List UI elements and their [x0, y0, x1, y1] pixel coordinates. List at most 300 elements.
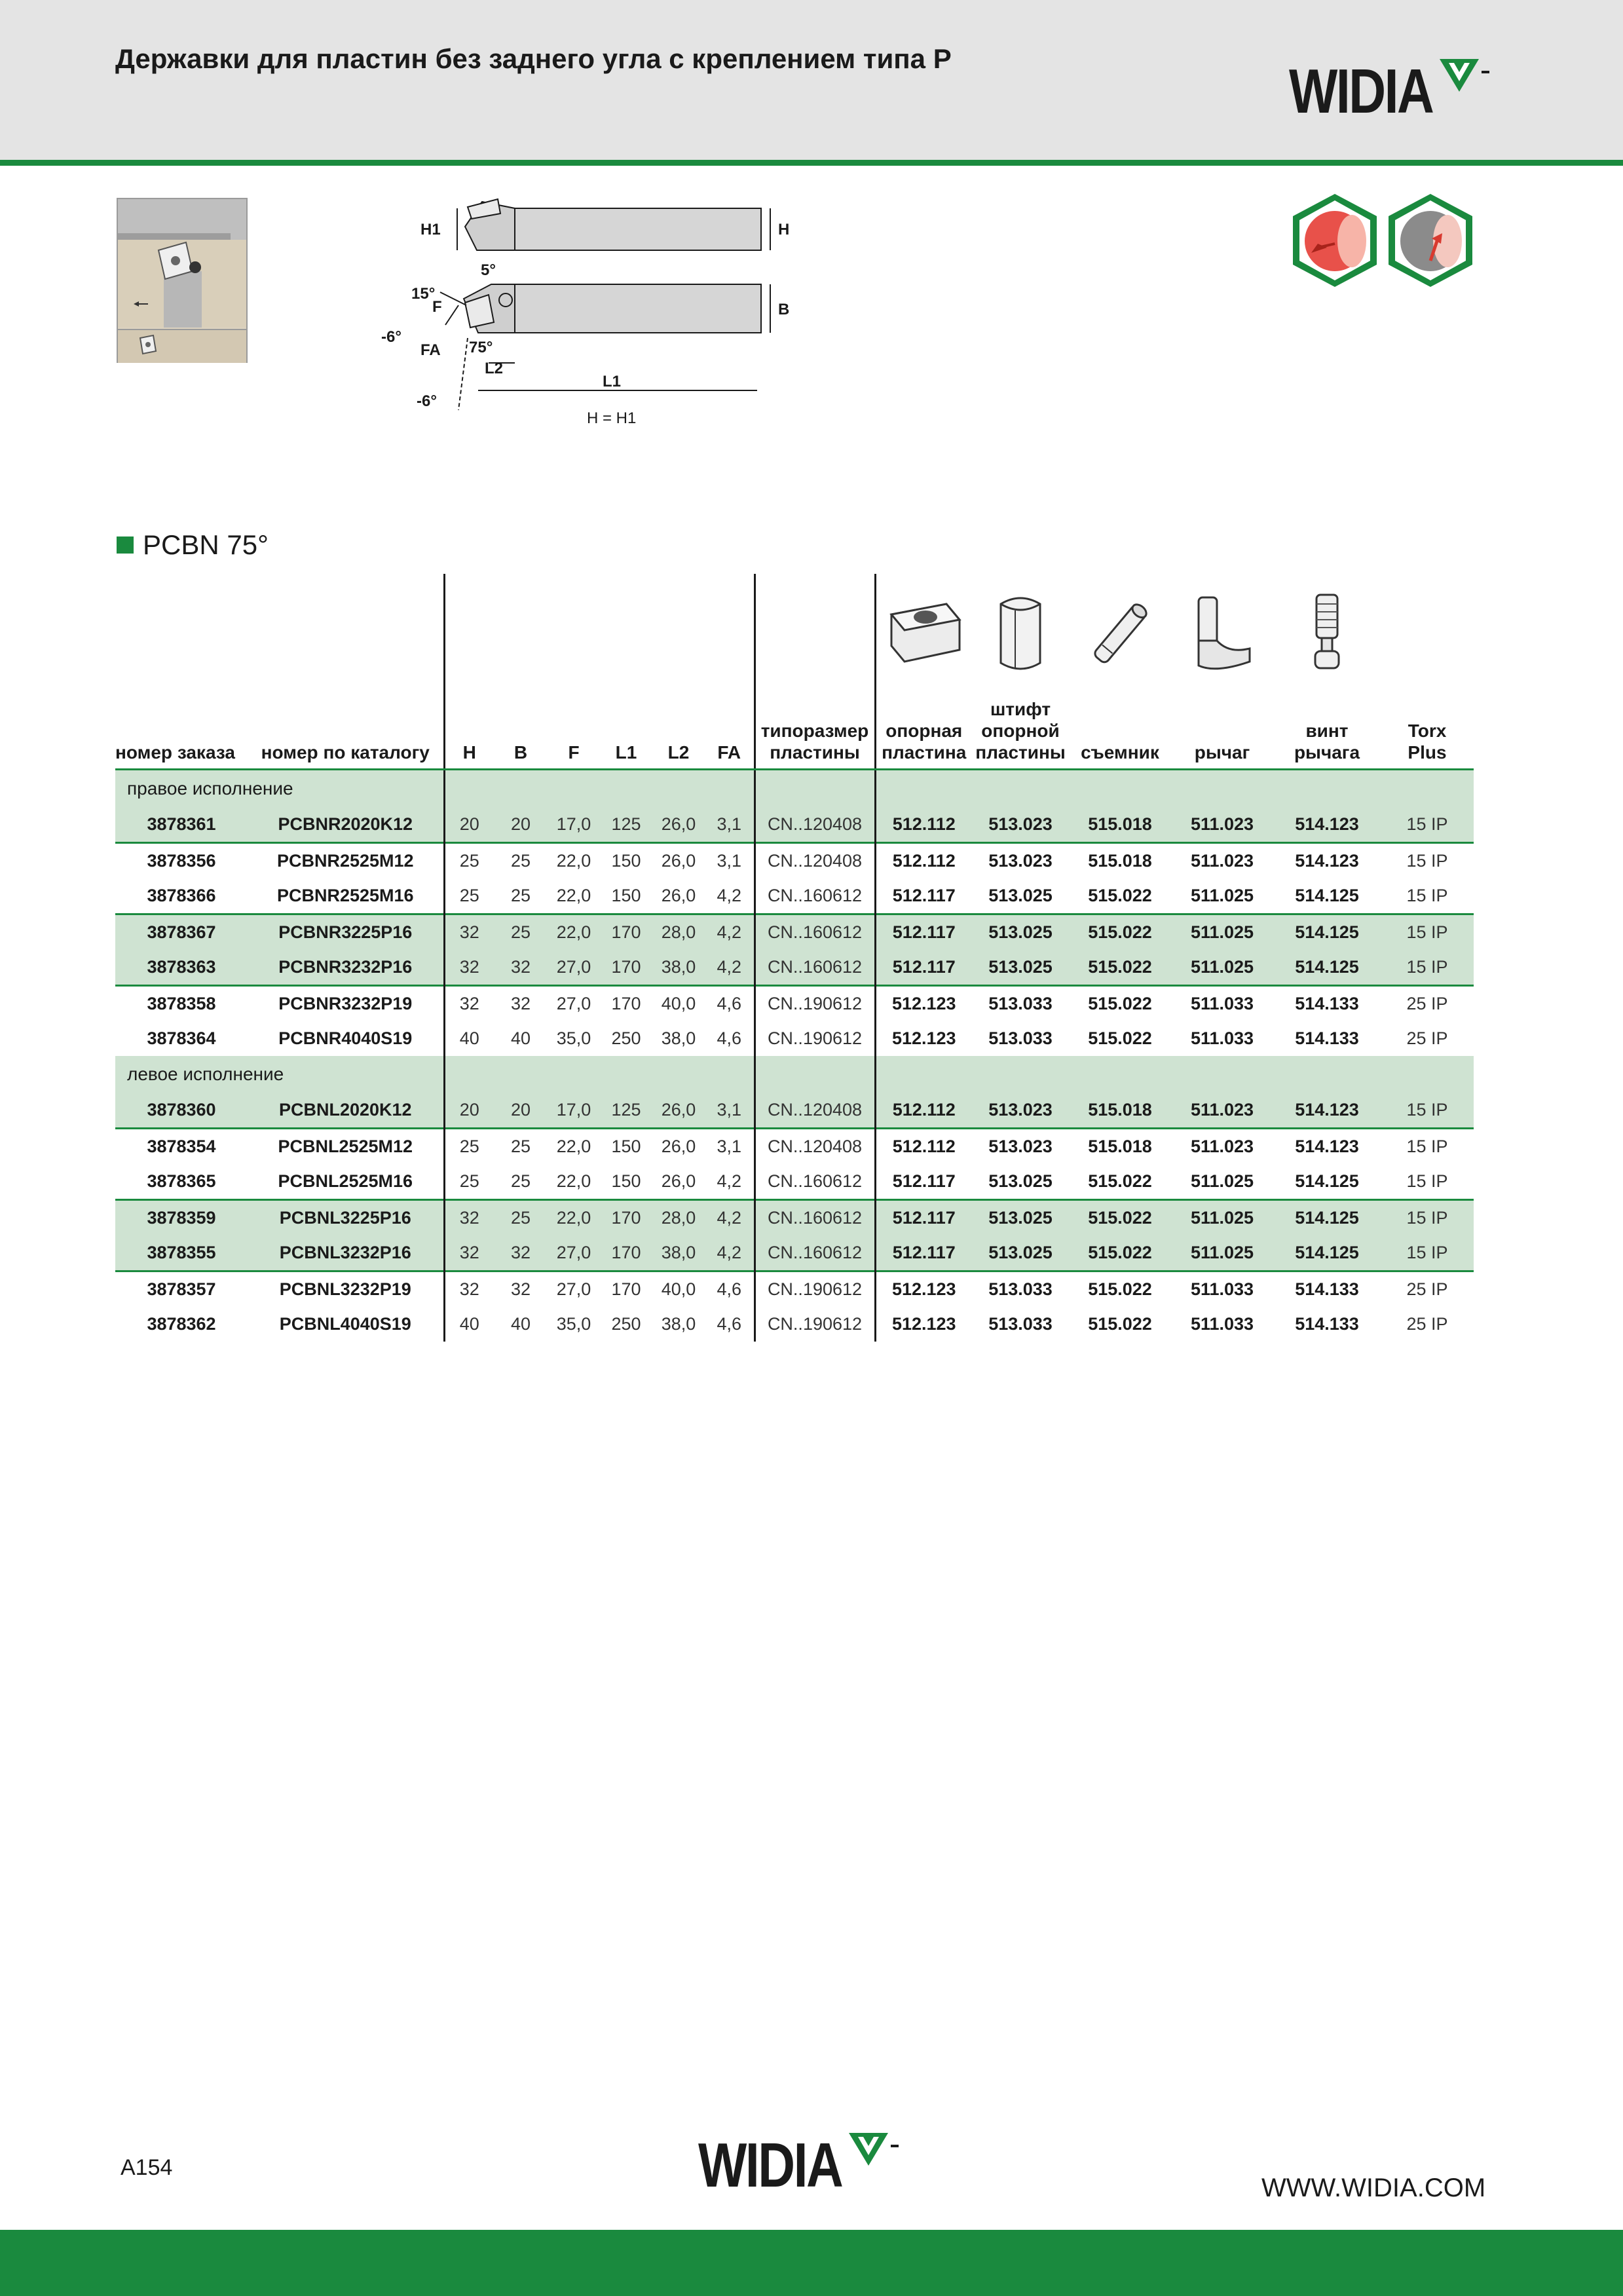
table-cell: 3,1 [705, 807, 755, 843]
table-cell: 511.033 [1190, 1314, 1254, 1334]
group-label-spacer [875, 770, 972, 808]
col-b: B [494, 698, 548, 770]
table-cell: 515.018 [1069, 1093, 1171, 1129]
col-insert-size-line1: типоразмер [760, 721, 869, 741]
col-fa: FA [705, 698, 755, 770]
photo-tool-view [118, 199, 246, 328]
table-row [115, 1021, 1474, 1056]
table-row [115, 1093, 1474, 1129]
table-cell: 4,6 [705, 1271, 755, 1308]
table-cell: 512.123 [875, 986, 972, 1022]
table-cell: 20 [494, 807, 548, 843]
table-cell: 26,0 [652, 1129, 705, 1165]
table-cell: 3878357 [115, 1271, 248, 1308]
table-cell: 515.022 [1069, 986, 1171, 1022]
table-cell: PCBNR2525M16 [276, 886, 414, 905]
table-cell: 514.123 [1273, 807, 1381, 843]
table-cell: CN..160612 [755, 878, 875, 914]
table-cell: 512.112 [875, 1129, 972, 1165]
table-cell: 170 [600, 914, 652, 950]
table-cell: PCBNR3232P16 [248, 950, 444, 986]
col-lever-screw: винт рычага [1273, 698, 1381, 770]
group-label-row [115, 1056, 1474, 1093]
col-catalog-number: номер по каталогу [248, 698, 444, 770]
col-h: H [444, 698, 494, 770]
table-cell: 25 [444, 1164, 494, 1200]
table-cell: 513.033 [988, 1028, 1053, 1048]
table-cell: 26,0 [652, 843, 705, 879]
table-cell: PCBNR4040S19 [278, 1028, 413, 1048]
table-cell: 40,0 [652, 986, 705, 1022]
table-cell: 32 [494, 950, 548, 986]
table-cell: PCBNR2020K12 [248, 807, 444, 843]
table-cell: PCBNR2525M12 [248, 843, 444, 879]
table-cell: 25 [494, 843, 548, 879]
table-cell: 514.123 [1273, 843, 1381, 879]
table-cell: 32 [494, 1235, 548, 1271]
table-cell: 15 IP [1381, 1129, 1474, 1165]
table-cell: 15 IP [1381, 914, 1474, 950]
table-cell: 514.133 [1273, 1271, 1381, 1308]
table-cell: 3878354 [115, 1129, 248, 1165]
col-torx-line2: Plus [1408, 742, 1447, 762]
table-cell: 514.125 [1295, 886, 1359, 905]
table-cell: 15 IP [1406, 886, 1448, 905]
table-cell: 512.117 [875, 950, 972, 986]
table-cell: 515.018 [1069, 807, 1171, 843]
logo-text: WIDIA [1289, 56, 1433, 126]
table-cell: PCBNL3225P16 [248, 1200, 444, 1236]
table-cell: CN..160612 [755, 950, 875, 986]
table-cell: 514.125 [1273, 1235, 1381, 1271]
table-cell: 32 [494, 1271, 548, 1308]
table-cell: 25 IP [1406, 1028, 1448, 1048]
shim-pin-icon [972, 574, 1069, 698]
tool-dimension-drawing [380, 187, 838, 449]
table-cell: 4,6 [717, 1314, 742, 1334]
group-label-spacer [444, 1056, 494, 1093]
table-cell: 513.025 [972, 1235, 1069, 1271]
table-cell: 3878355 [115, 1235, 248, 1271]
group-label-spacer [705, 1056, 755, 1093]
page-number: A154 [121, 2155, 173, 2180]
table-cell: 515.022 [1069, 950, 1171, 986]
col-seat-pin-line1: штифт [990, 699, 1051, 719]
label-fa: FA [420, 341, 441, 359]
footer-widia-triangle-icon [848, 2130, 904, 2170]
table-cell: 125 [600, 807, 652, 843]
table-cell: PCBNL4040S19 [279, 1314, 411, 1334]
table-cell: 15 IP [1381, 807, 1474, 843]
table-cell: 513.023 [972, 807, 1069, 843]
table-cell: 27,0 [548, 986, 600, 1022]
group-label-spacer [972, 770, 1069, 808]
group-label-spacer [494, 770, 548, 808]
table-cell: 40 [444, 1021, 494, 1056]
table-cell: 512.123 [875, 1307, 972, 1342]
table-cell: 3878364 [147, 1028, 216, 1048]
table-row [115, 914, 1474, 950]
section-bullet-icon [117, 536, 134, 554]
table-cell: 32 [444, 1200, 494, 1236]
table-cell: 25 [494, 1129, 548, 1165]
table-cell: 125 [600, 1093, 652, 1129]
table-cell: 22,0 [548, 1200, 600, 1236]
table-cell: 35,0 [556, 1028, 591, 1048]
table-cell: 38,0 [661, 1028, 696, 1048]
table-cell: 28,0 [652, 914, 705, 950]
table-cell: 515.022 [1069, 1200, 1171, 1236]
table-cell: 25 [444, 843, 494, 879]
col-seat-pin [972, 698, 1069, 770]
table-cell: 38,0 [652, 950, 705, 986]
table-cell: 511.025 [1171, 1200, 1273, 1236]
table-cell: 4,2 [717, 1171, 742, 1191]
table-cell: 38,0 [652, 1235, 705, 1271]
table-cell: 32 [444, 914, 494, 950]
table-cell: 20 [444, 1093, 494, 1129]
table-cell: PCBNR3225P16 [248, 914, 444, 950]
col-torx-line1: Torx [1408, 721, 1447, 741]
table-cell: 4,2 [705, 950, 755, 986]
table-cell: 514.125 [1273, 950, 1381, 986]
table-cell: 513.023 [972, 843, 1069, 879]
label-l1: L1 [603, 373, 622, 390]
table-cell: 3878366 [147, 886, 216, 905]
table-cell: 511.025 [1171, 950, 1273, 986]
table-cell: PCBNR3232P19 [248, 986, 444, 1022]
group-label-spacer [875, 1056, 972, 1093]
table-cell: 512.117 [875, 1164, 972, 1200]
group-label: правое исполнение [115, 770, 444, 808]
table-cell: CN..120408 [755, 807, 875, 843]
table-cell: 512.123 [875, 1271, 972, 1308]
table-cell: PCBNL2525M16 [278, 1171, 413, 1191]
table-cell: 511.023 [1171, 1093, 1273, 1129]
table-cell: 22,0 [556, 886, 591, 905]
table-cell: 3,1 [705, 843, 755, 879]
col-seat [875, 698, 972, 770]
group-label-spacer [755, 770, 875, 808]
table-cell: 3878360 [115, 1093, 248, 1129]
label-minus6deg-b: -6° [417, 392, 437, 410]
col-seat-pin-line3: пластины [975, 742, 1066, 762]
table-cell: 513.025 [972, 914, 1069, 950]
lever-icon [1171, 574, 1273, 698]
table-cell: 27,0 [548, 1235, 600, 1271]
table-cell: 513.025 [972, 950, 1069, 986]
table-cell: 26,0 [652, 807, 705, 843]
table-cell: 22,0 [548, 914, 600, 950]
table-cell: 40 [510, 1314, 531, 1334]
table-cell: 513.033 [972, 1271, 1069, 1308]
table-cell: 27,0 [548, 1271, 600, 1308]
table-cell: 32 [444, 1235, 494, 1271]
table-cell: 514.133 [1295, 1314, 1359, 1334]
table-cell: CN..160612 [755, 914, 875, 950]
label-b: B [778, 301, 790, 318]
label-h: H [778, 221, 790, 238]
table-cell: 170 [600, 1200, 652, 1236]
table-cell: 4,6 [717, 1028, 742, 1048]
table-cell: 512.112 [875, 1093, 972, 1129]
table-cell: 512.117 [875, 1235, 972, 1271]
group-label-spacer [972, 1056, 1069, 1093]
hardened-steel-badge-icon [1389, 194, 1472, 287]
table-cell: 513.025 [988, 1171, 1053, 1191]
table-cell: 515.018 [1069, 1129, 1171, 1165]
table-cell: 32 [444, 950, 494, 986]
group-label-spacer [705, 770, 755, 808]
table-cell: 511.025 [1190, 886, 1254, 905]
table-cell: CN..190612 [755, 986, 875, 1022]
table-cell: CN..120408 [755, 1129, 875, 1165]
shim-icon [875, 574, 972, 698]
table-cell: CN..190612 [755, 1271, 875, 1308]
col-punch: съемник [1069, 698, 1171, 770]
table-cell: CN..120408 [755, 843, 875, 879]
col-l1: L1 [600, 698, 652, 770]
table-row [115, 878, 1474, 914]
table-cell: 3,1 [705, 1129, 755, 1165]
table-cell: PCBNL2020K12 [248, 1093, 444, 1129]
table-cell: 15 IP [1381, 1235, 1474, 1271]
table-cell: 514.123 [1273, 1129, 1381, 1165]
table-cell: 515.022 [1088, 886, 1152, 905]
group-label-spacer [755, 1056, 875, 1093]
table-cell: 25 [510, 886, 531, 905]
table-cell: 512.112 [875, 807, 972, 843]
table-row [115, 1307, 1474, 1342]
material-badges [1289, 191, 1476, 296]
table-cell: 4,2 [717, 886, 742, 905]
table-cell: 32 [444, 1271, 494, 1308]
table-cell: 514.123 [1273, 1093, 1381, 1129]
footer-url[interactable]: WWW.WIDIA.COM [1261, 2174, 1486, 2202]
group-label-row [115, 770, 1474, 808]
table-cell: 4,2 [705, 1200, 755, 1236]
table-cell: 40,0 [652, 1271, 705, 1308]
table-cell: 511.025 [1171, 914, 1273, 950]
col-seat-pin-line2: опорной [981, 721, 1060, 741]
table-cell: 3878361 [115, 807, 248, 843]
table-cell: 514.125 [1295, 1171, 1359, 1191]
table-cell: 512.117 [875, 914, 972, 950]
table-cell: 511.025 [1190, 1171, 1254, 1191]
table-cell: 515.022 [1088, 1028, 1152, 1048]
table-cell: 511.023 [1171, 1129, 1273, 1165]
table-cell: 512.123 [875, 1021, 972, 1056]
table-cell: PCBNL3232P19 [248, 1271, 444, 1308]
group-label-spacer [652, 770, 705, 808]
table-cell: 511.023 [1171, 807, 1273, 843]
table-cell: 40 [510, 1028, 531, 1048]
table-cell: 250 [611, 1028, 641, 1048]
section-title [117, 529, 269, 561]
table-cell: 514.133 [1273, 986, 1381, 1022]
table-cell: 4,6 [705, 986, 755, 1022]
table-cell: 512.117 [875, 1200, 972, 1236]
table-row [115, 1200, 1474, 1236]
table-cell: CN..160612 [755, 1164, 875, 1200]
table-cell: CN..190612 [755, 1021, 875, 1056]
page-title: Державки для пластин без заднего угла с креплением типа P [115, 43, 952, 74]
table-cell: 26,0 [661, 886, 696, 905]
table-body [115, 770, 1474, 1342]
col-torx [1381, 698, 1474, 770]
table-cell: PCBNL3232P16 [248, 1235, 444, 1271]
table-cell: 513.033 [988, 1314, 1053, 1334]
table-cell: 17,0 [548, 1093, 600, 1129]
table-cell: 3878356 [115, 843, 248, 879]
table-cell: 25 IP [1381, 1271, 1474, 1308]
table-cell: 3878358 [115, 986, 248, 1022]
table-cell: 511.023 [1171, 843, 1273, 879]
table-cell: CN..190612 [755, 1307, 875, 1342]
table-cell: 513.023 [972, 1129, 1069, 1165]
table-cell: 513.025 [988, 886, 1053, 905]
table-cell: 150 [600, 1129, 652, 1165]
footer-logo-text: WIDIA [698, 2130, 842, 2200]
table-row [115, 1129, 1474, 1165]
table-cell: 22,0 [548, 1129, 600, 1165]
table-cell: 4,2 [705, 914, 755, 950]
table-cell: 170 [600, 986, 652, 1022]
table-cell: 515.022 [1088, 1171, 1152, 1191]
table-cell: 512.117 [875, 878, 972, 914]
table-cell: 35,0 [556, 1314, 591, 1334]
col-seat-line2: пластина [882, 742, 967, 762]
group-label-spacer [1273, 1056, 1381, 1093]
table-cell: 25 [444, 878, 494, 914]
group-label: левое исполнение [115, 1056, 444, 1093]
table-cell: 32 [494, 986, 548, 1022]
table-cell: 3,1 [705, 1093, 755, 1129]
table-cell: 15 IP [1406, 1171, 1448, 1191]
table-cell: 15 IP [1381, 1200, 1474, 1236]
table-row [115, 950, 1474, 986]
table-cell: 15 IP [1381, 843, 1474, 879]
table-cell: 513.023 [972, 1093, 1069, 1129]
widia-triangle-icon [1438, 56, 1495, 96]
table-cell: 150 [611, 886, 641, 905]
table-row [115, 1271, 1474, 1308]
table-cell: 3878367 [115, 914, 248, 950]
table-cell: 511.033 [1190, 1028, 1254, 1048]
table-cell: 26,0 [652, 1093, 705, 1129]
table-row [115, 986, 1474, 1022]
group-label-spacer [548, 770, 600, 808]
col-lever: рычаг [1171, 698, 1273, 770]
table-cell: 20 [494, 1093, 548, 1129]
col-l2: L2 [652, 698, 705, 770]
table-cell: 3878362 [147, 1314, 216, 1334]
group-label-spacer [1381, 1056, 1474, 1093]
col-insert-size [755, 698, 875, 770]
group-label-spacer [548, 1056, 600, 1093]
table-cell: 3878365 [147, 1171, 216, 1191]
table-cell: 515.022 [1069, 1271, 1171, 1308]
table-cell: 15 IP [1381, 950, 1474, 986]
label-l2: L2 [485, 360, 504, 377]
group-label-spacer [444, 770, 494, 808]
table-cell: CN..160612 [755, 1200, 875, 1236]
group-label-spacer [1381, 770, 1474, 808]
table-cell: 150 [611, 1171, 641, 1191]
table-row [115, 843, 1474, 879]
photo-insert-view [118, 329, 246, 363]
table-cell: 170 [600, 1235, 652, 1271]
table-cell: 170 [600, 1271, 652, 1308]
label-5deg: 5° [481, 261, 496, 279]
widia-logo [1289, 56, 1495, 126]
tool-holder-table [115, 574, 1474, 1342]
table-cell: 3878363 [115, 950, 248, 986]
table-cell: 515.022 [1088, 1314, 1152, 1334]
table-cell: 511.033 [1171, 986, 1273, 1022]
footer-widia-logo [698, 2130, 904, 2200]
group-label-spacer [1273, 770, 1381, 808]
label-f: F [432, 298, 442, 316]
table-cell: 511.025 [1171, 1235, 1273, 1271]
label-h1: H1 [420, 221, 441, 238]
table-cell: 26,0 [661, 1171, 696, 1191]
table-row [115, 1235, 1474, 1271]
application-photo [117, 198, 248, 363]
table-cell: 25 [494, 1200, 548, 1236]
table-cell: 511.033 [1171, 1271, 1273, 1308]
group-label-spacer [1171, 1056, 1273, 1093]
table-cell: 25 [510, 1171, 531, 1191]
table-cell: 25 IP [1406, 1314, 1448, 1334]
table-cell: 515.022 [1069, 1235, 1171, 1271]
group-label-spacer [600, 1056, 652, 1093]
table-cell: 22,0 [556, 1171, 591, 1191]
group-label-spacer [600, 770, 652, 808]
table-cell: 3878359 [115, 1200, 248, 1236]
table-cell: 40 [444, 1307, 494, 1342]
table-cell: 38,0 [661, 1314, 696, 1334]
table-cell: CN..120408 [755, 1093, 875, 1129]
label-minus6deg: -6° [381, 328, 401, 346]
table-cell: CN..160612 [755, 1235, 875, 1271]
dimension-note: H = H1 [587, 409, 637, 427]
table-cell: 28,0 [652, 1200, 705, 1236]
footer-bar [0, 2230, 1623, 2296]
col-seat-line1: опорная [886, 721, 963, 741]
table-cell: 4,2 [705, 1235, 755, 1271]
col-f: F [548, 698, 600, 770]
table-cell: 514.133 [1295, 1028, 1359, 1048]
table-cell: 515.018 [1069, 843, 1171, 879]
table-cell: 513.025 [972, 1200, 1069, 1236]
table-cell: 150 [600, 843, 652, 879]
table-cell: 25 [444, 1129, 494, 1165]
header-divider [0, 160, 1623, 166]
table-cell: 514.125 [1273, 914, 1381, 950]
table-cell: 514.125 [1273, 1200, 1381, 1236]
table-cell: 22,0 [548, 843, 600, 879]
group-label-spacer [494, 1056, 548, 1093]
lever-screw-icon [1273, 574, 1381, 698]
steel-badge-icon [1293, 194, 1377, 287]
table-cell: 515.022 [1069, 914, 1171, 950]
table-cell: 17,0 [548, 807, 600, 843]
group-label-spacer [652, 1056, 705, 1093]
label-75deg: 75° [469, 339, 493, 356]
table-cell: 170 [600, 950, 652, 986]
table-row [115, 1164, 1474, 1200]
